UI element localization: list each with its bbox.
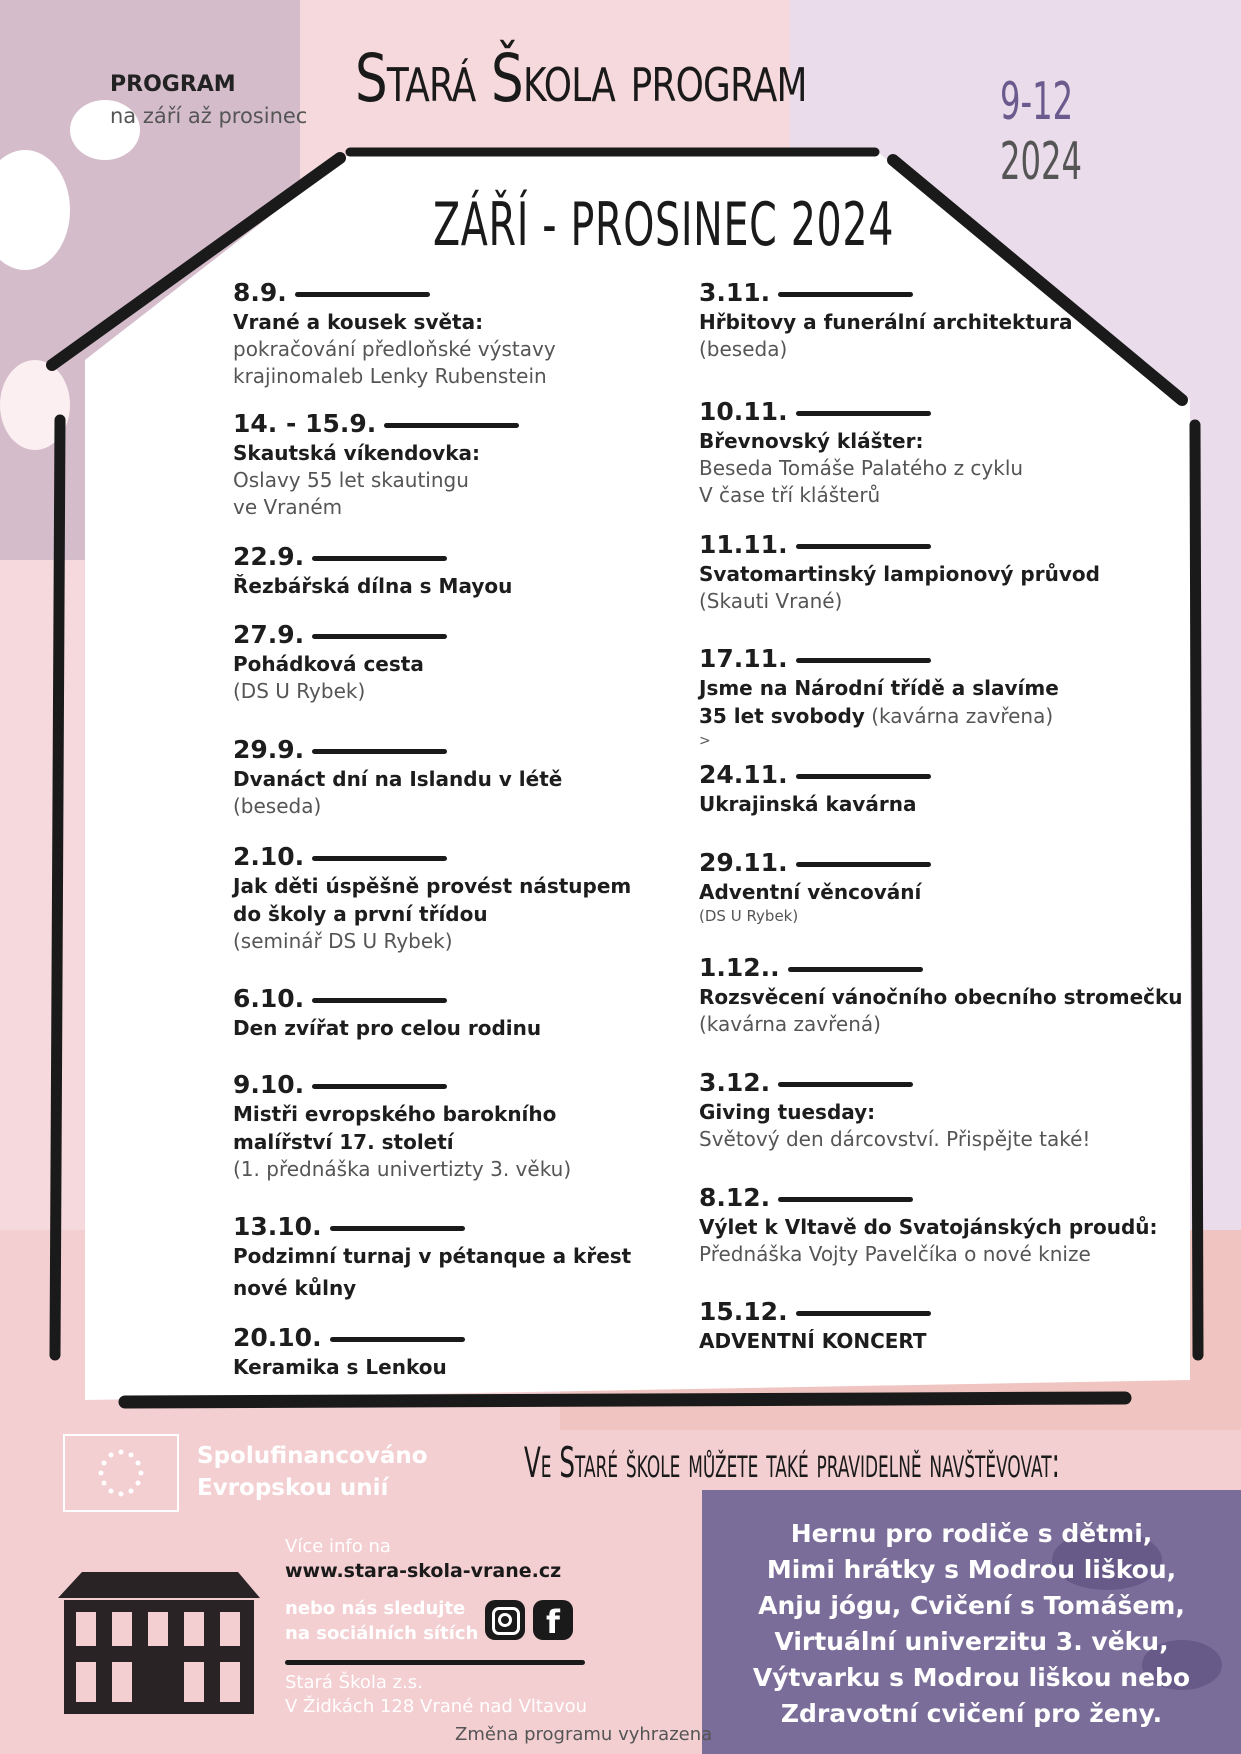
eu-stars-icon <box>65 1436 177 1510</box>
event-item <box>699 530 1100 615</box>
event-date: 11.11. <box>699 530 788 559</box>
event-item <box>699 1068 1090 1153</box>
eu-flag <box>63 1434 179 1512</box>
event-desc: (DS U Rybek) <box>233 679 366 703</box>
event-item <box>233 620 447 705</box>
event-date: 6.10. <box>233 984 305 1013</box>
event-desc: (kavárna zavřená) <box>699 1012 881 1036</box>
event-item <box>699 760 931 818</box>
main-title: Stará Škola program <box>355 40 807 117</box>
info-divider <box>285 1660 585 1665</box>
website-link[interactable]: www.stara-skola-vrane.cz <box>285 1560 562 1582</box>
event-date: 13.10. <box>233 1212 322 1241</box>
event-title: Jak děti úspěšně provést nástupem <box>233 874 632 898</box>
regular-item: Hernu pro rodiče s dětmi, <box>790 1519 1153 1548</box>
event-date: 24.11. <box>699 760 788 789</box>
event-title: Svatomartinský lampionový průvod <box>699 562 1100 586</box>
event-desc: pokračování předloňské výstavy <box>233 337 556 361</box>
event-date: 17.11. <box>699 644 788 673</box>
event-date: 1.12.. <box>699 953 780 982</box>
event-date: 29.11. <box>699 848 788 877</box>
event-item <box>233 984 541 1042</box>
event-item <box>699 953 1183 1038</box>
instagram-icon[interactable] <box>485 1600 525 1640</box>
event-title: Podzimní turnaj v pétanque a křest <box>233 1244 632 1268</box>
event-date: 20.10. <box>233 1323 322 1352</box>
event-desc: Beseda Tomáše Palatého z cyklu <box>699 456 1024 480</box>
event-date: 29.9. <box>233 735 305 764</box>
regular-item: Anju jógu, Cvičení s Tomášem, <box>758 1591 1185 1620</box>
eu-line1: Spolufinancováno <box>197 1443 428 1469</box>
event-item <box>233 735 562 820</box>
event-title: ADVENTNÍ KONCERT <box>699 1329 927 1353</box>
event-date: 10.11. <box>699 397 788 426</box>
frame-title: ZÁŘÍ - PROSINEC 2024 <box>433 190 895 260</box>
event-title: Dvanáct dní na Islandu v létě <box>233 767 563 791</box>
event-item <box>233 842 631 955</box>
event-title: Výlet k Vltavě do Svatojánských proudů: <box>699 1215 1158 1239</box>
event-date: 27.9. <box>233 620 305 649</box>
year-months: 9-12 <box>1000 72 1074 132</box>
event-date: 9.10. <box>233 1070 305 1099</box>
regular-activities-box <box>702 1490 1241 1754</box>
event-item <box>233 1323 465 1381</box>
regular-item: Mimi hrátky s Modrou liškou, <box>766 1555 1177 1584</box>
org-name: Stará Škola z.s. <box>285 1672 423 1693</box>
event-desc: (beseda) <box>233 794 322 818</box>
event-desc: V čase tří klášterů <box>699 483 881 507</box>
regular-list <box>702 1516 1241 1732</box>
event-title: Břevnovský klášter: <box>699 429 924 453</box>
event-item <box>233 1070 571 1183</box>
event-title: Mistři evropského barokního <box>233 1102 557 1126</box>
event-item <box>233 278 556 390</box>
event-title: Jsme na Národní třídě a slavíme <box>699 676 1059 700</box>
event-title: Hřbitovy a funerální architektura <box>699 310 1073 334</box>
event-title2-tail: (kavárna zavřena) <box>864 704 1054 728</box>
event-desc: (1. přednáška univertizty 3. věku) <box>233 1157 572 1181</box>
event-title-line2: do školy a první třídou <box>233 902 488 926</box>
event-desc: (Skauti Vrané) <box>699 589 843 613</box>
event-desc: (seminář DS U Rybek) <box>233 929 453 953</box>
event-title-line2: malířství 17. století <box>233 1130 454 1154</box>
event-date: 3.12. <box>699 1068 771 1097</box>
event-title-line2 <box>699 702 1059 730</box>
event-title: Vrané a kousek světa: <box>233 310 484 334</box>
event-title: Pohádková cesta <box>233 652 424 676</box>
event-date: 3.11. <box>699 278 771 307</box>
org-address: V Židkách 128 Vrané nad Vltavou <box>285 1696 588 1717</box>
social-text <box>285 1596 478 1646</box>
regular-item: Výtvarku s Modrou liškou nebo <box>752 1663 1191 1692</box>
regular-item: Zdravotní cvičení pro ženy. <box>780 1699 1163 1728</box>
event-item <box>699 278 1072 363</box>
event-title: Keramika s Lenkou <box>233 1355 447 1379</box>
program-label: PROGRAM <box>110 72 236 97</box>
school-building-icon <box>52 1556 266 1716</box>
event-desc-small: (DS U Rybek) <box>699 907 799 925</box>
event-item <box>699 397 1023 509</box>
event-title: Rozsvěcení vánočního obecního stromečku <box>699 985 1183 1009</box>
event-date: 14. - 15.9. <box>233 409 377 438</box>
facebook-icon[interactable]: f <box>533 1600 573 1640</box>
event-title2-bold: 35 let svobody <box>699 704 865 728</box>
event-desc: krajinomaleb Lenky Rubenstein <box>233 364 547 388</box>
event-item <box>233 1212 631 1302</box>
program-subtitle: na září až prosinec <box>110 104 308 128</box>
regular-heading: Ve Staré škole můžete také pravidelně navštěvovat: <box>524 1438 1060 1487</box>
event-title: Den zvířat pro celou rodinu <box>233 1016 542 1040</box>
event-title-line2: nové kůlny <box>233 1276 357 1300</box>
event-item <box>699 1297 931 1355</box>
event-desc: ve Vraném <box>233 495 343 519</box>
event-desc: Přednáška Vojty Pavelčíka o nové knize <box>699 1242 1091 1266</box>
event-date: 8.9. <box>233 278 287 307</box>
eu-line2: Evropskou unií <box>197 1475 389 1501</box>
event-desc: (beseda) <box>699 337 788 361</box>
more-info-label: Více info na <box>285 1536 391 1557</box>
event-item <box>233 409 519 521</box>
event-item <box>699 644 1059 752</box>
year-number: 2024 <box>1000 132 1083 192</box>
event-date: 22.9. <box>233 542 305 571</box>
social-line2: na sociálních sítích <box>285 1623 479 1644</box>
footer-note: Změna programu vyhrazena <box>455 1724 713 1745</box>
event-title: Giving tuesday: <box>699 1100 876 1124</box>
event-date: 8.12. <box>699 1183 771 1212</box>
event-item <box>233 542 512 600</box>
event-date: 15.12. <box>699 1297 788 1326</box>
event-title: Skautská víkendovka: <box>233 441 481 465</box>
event-item <box>699 848 931 926</box>
event-title: Adventní věncování <box>699 880 922 904</box>
social-line1: nebo nás sledujte <box>285 1598 466 1619</box>
eu-text <box>197 1440 428 1504</box>
event-title: Ukrajinská kavárna <box>699 792 917 816</box>
event-desc: Oslavy 55 let skautingu <box>233 468 469 492</box>
event-title: Řezbářská dílna s Mayou <box>233 574 513 598</box>
event-desc: > <box>699 733 711 749</box>
event-item <box>699 1183 1158 1268</box>
regular-item: Virtuální univerzitu 3. věku, <box>774 1627 1169 1656</box>
event-desc: Světový den dárcovství. Přispějte také! <box>699 1127 1091 1151</box>
event-date: 2.10. <box>233 842 305 871</box>
